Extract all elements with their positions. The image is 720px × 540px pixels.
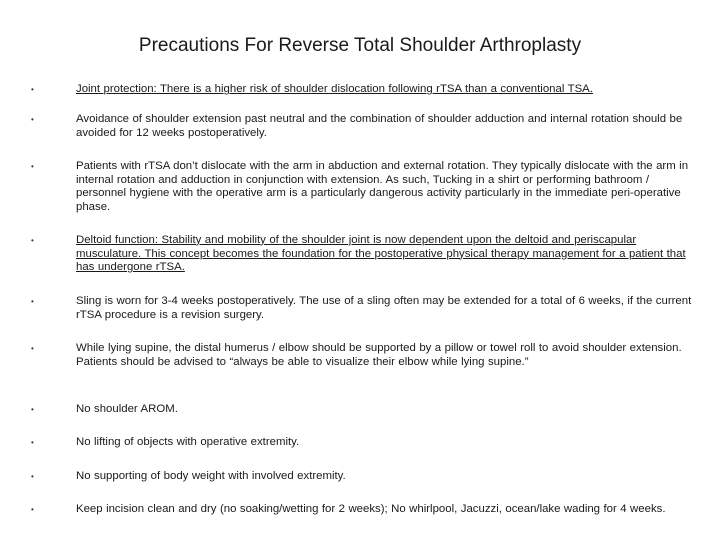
bullet-dot-icon: • — [31, 438, 34, 447]
bullet-text: Patients with rTSA don’t dislocate with the arm in abduction and external rotation. They typically dislocate with the arm in internal rotation and adduction in conjunction with extension. As such, Tucking in a shirt or performing bathroom / personnel hygiene with the operative arm is a particularly dangerous activity particularly in the immediate peri-operative phase. — [76, 160, 689, 213]
bullet-text: No shoulder AROM. — [76, 403, 178, 415]
bullet-dot-icon: • — [31, 297, 34, 306]
bullet-dot-icon: • — [31, 85, 34, 94]
bullet-text: While lying supine, the distal humerus / elbow should be supported by a pillow or towel roll to avoid shoulder extension. Patients should be advised to “always be able to visualize their elbow while lying supine.” — [76, 342, 682, 368]
bullet-text: Deltoid function: Stability and mobility of the shoulder joint is now dependent upon the deltoid and periscapular musculature. This concept becomes the foundation for the postoperative physical therapy management for a patient that has undergone rTSA. — [76, 234, 686, 274]
bullet-dot-icon: • — [31, 236, 34, 245]
bullet-text: No lifting of objects with operative extremity. — [76, 436, 300, 448]
bullet-text: Avoidance of shoulder extension past neutral and the combination of shoulder adduction and internal rotation should be avoided for 12 weeks postoperatively. — [76, 113, 683, 139]
bullet-dot-icon: • — [31, 405, 34, 414]
bullet-dot-icon: • — [31, 505, 34, 514]
bullet-text: Keep incision clean and dry (no soaking/wetting for 2 weeks); No whirlpool, Jacuzzi, ocean/lake wading for 4 weeks. — [76, 503, 666, 515]
bullet-dot-icon: • — [31, 472, 34, 481]
slide-title: Precautions For Reverse Total Shoulder Arthroplasty — [138, 35, 582, 56]
bullet-text: Sling is worn for 3-4 weeks postoperatively. The use of a sling often may be extended for a total of 6 weeks, if the current rTSA procedure is a revision surgery. — [76, 295, 692, 321]
bullet-dot-icon: • — [31, 162, 34, 171]
bullet-dot-icon: • — [31, 115, 34, 124]
bullet-text: Joint protection: There is a higher risk of shoulder dislocation following rTSA than a conventional TSA. — [76, 83, 593, 95]
bullet-dot-icon: • — [31, 344, 34, 353]
bullet-text: No supporting of body weight with involved extremity. — [76, 470, 346, 482]
